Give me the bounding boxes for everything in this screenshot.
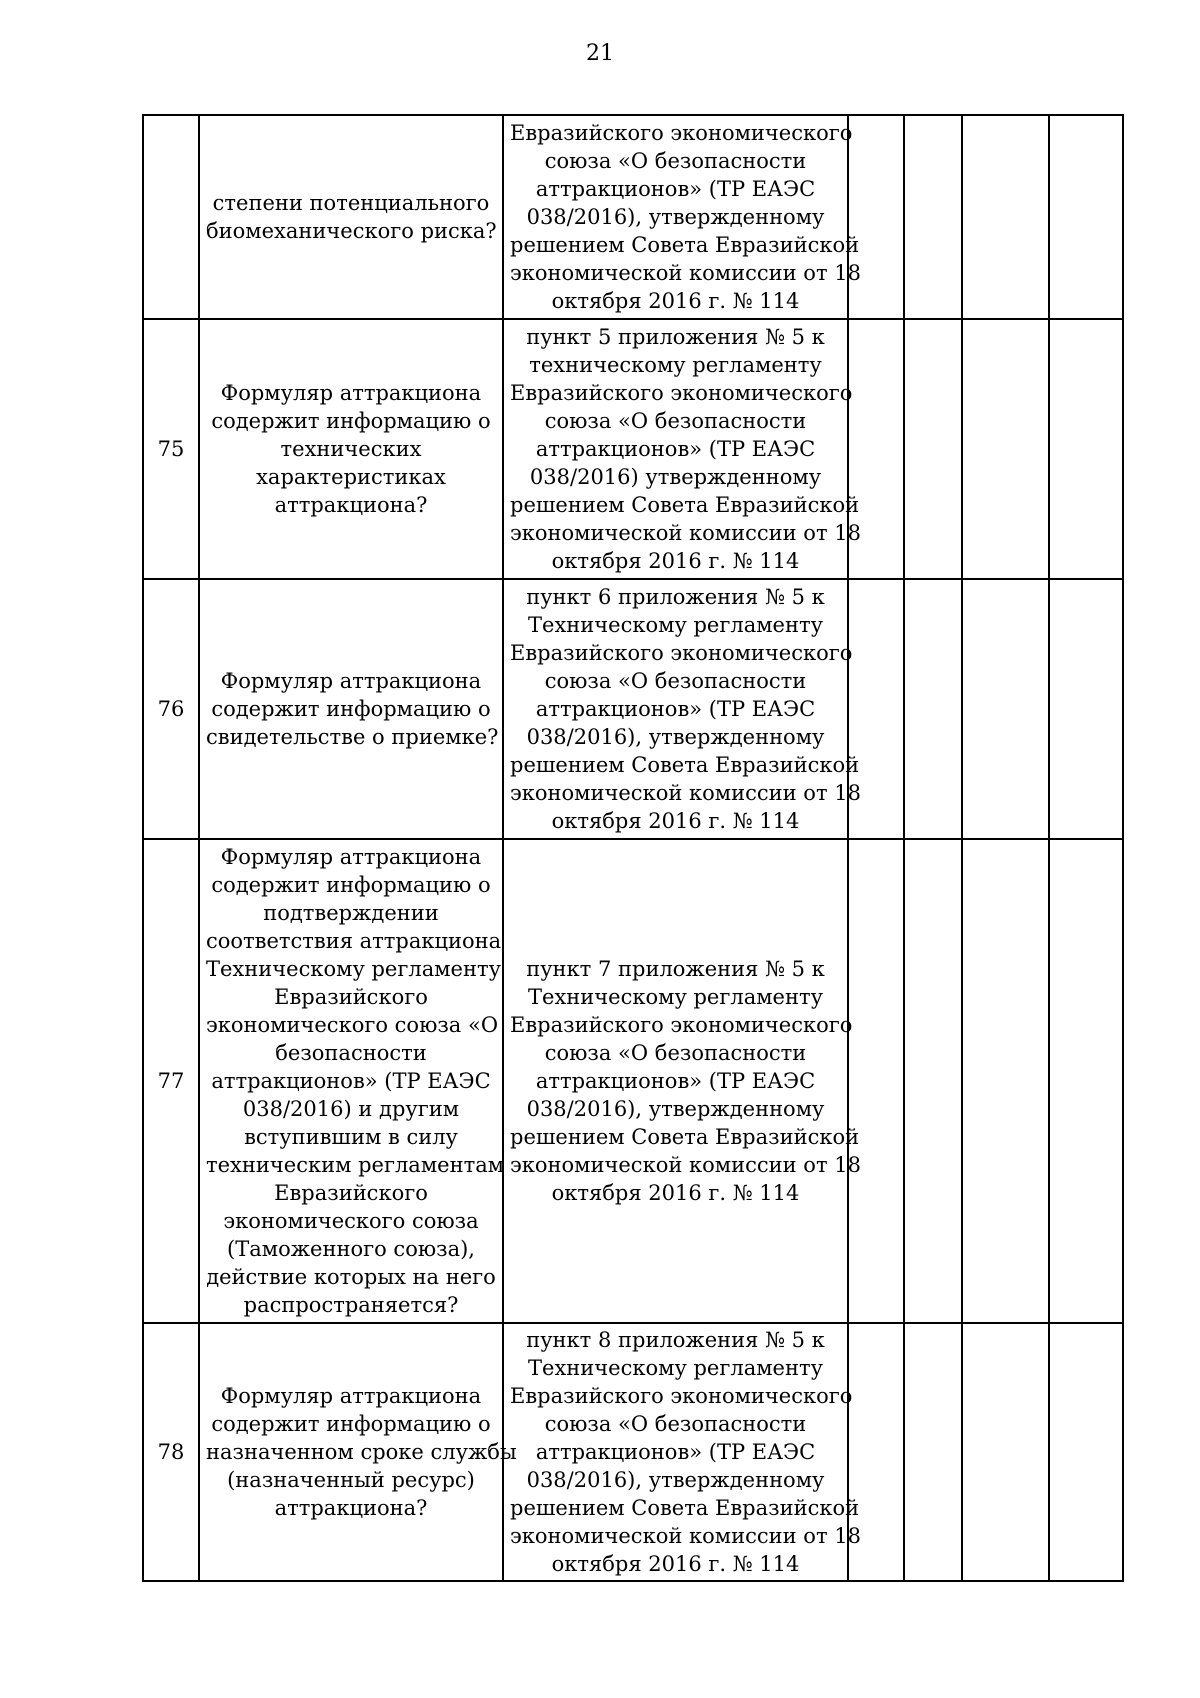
basis-line: экономической комиссии от 18 (510, 261, 861, 285)
basis-line: пункт 7 приложения № 5 к (526, 957, 825, 981)
page-number: 21 (586, 41, 614, 66)
question-line: действие которых на него (206, 1265, 496, 1289)
basis-line: аттракционов» (ТР ЕАЭС (535, 697, 816, 721)
question-line: технических (280, 437, 422, 461)
basis-line: 038/2016), утвержденному (526, 1097, 825, 1121)
basis-line: пункт 8 приложения № 5 к (526, 1328, 825, 1352)
basis-line: решением Совета Евразийской (510, 753, 860, 777)
answer-yes-cell (848, 839, 904, 1323)
basis-line: октября 2016 г. № 114 (551, 289, 800, 313)
row-number-cell: 75 (143, 319, 199, 579)
basis-line: 038/2016), утвержденному (526, 1468, 825, 1492)
legal-basis-cell (503, 579, 861, 839)
question-cell (199, 579, 503, 839)
row-number-cell (143, 115, 199, 319)
basis-line: 038/2016), утвержденному (526, 205, 825, 229)
basis-line: пункт 5 приложения № 5 к (526, 325, 825, 349)
basis-line: союза «О безопасности (544, 669, 807, 693)
not-applicable-cell (962, 319, 1049, 579)
question-line: Формуляр аттракциона (220, 381, 482, 405)
basis-line: Техническому регламенту (528, 985, 823, 1009)
basis-line: союза «О безопасности (544, 149, 807, 173)
basis-line: аттракционов» (ТР ЕАЭС (535, 1440, 816, 1464)
question-line: экономического союза (223, 1209, 479, 1233)
question-line: содержит информацию о (211, 1412, 491, 1436)
basis-line: пункт 6 приложения № 5 к (526, 585, 825, 609)
question-line: 038/2016) и другим (242, 1097, 460, 1121)
answer-no-cell (904, 579, 962, 839)
question-line: Формуляр аттракциона (220, 845, 482, 869)
notes-cell (1049, 319, 1123, 579)
question-cell (199, 319, 503, 579)
question-line: Формуляр аттракциона (220, 669, 482, 693)
legal-basis-cell (503, 319, 861, 579)
basis-line: решением Совета Евразийской (510, 233, 860, 257)
question-cell (199, 839, 503, 1323)
question-line: содержит информацию о (211, 409, 491, 433)
basis-line: 038/2016) утвержденному (529, 465, 822, 489)
basis-line: аттракционов» (ТР ЕАЭС (535, 437, 816, 461)
question-line: свидетельстве о приемке? (206, 725, 499, 749)
basis-line: октября 2016 г. № 114 (551, 1552, 800, 1576)
question-line: техническим регламентам (206, 1153, 505, 1177)
not-applicable-cell (962, 839, 1049, 1323)
basis-line: октября 2016 г. № 114 (551, 549, 800, 573)
table-row (143, 115, 1123, 319)
basis-line: Евразийского экономического (510, 381, 853, 405)
basis-line: октября 2016 г. № 114 (551, 1181, 800, 1205)
basis-line: экономической комиссии от 18 (510, 1153, 861, 1177)
notes-cell (1049, 839, 1123, 1323)
question-line: степени потенциального (212, 191, 490, 215)
question-line: Евразийского (274, 985, 428, 1009)
basis-line: Евразийского экономического (510, 641, 853, 665)
row-number-cell: 76 (143, 579, 199, 839)
basis-line: Евразийского экономического (510, 121, 853, 145)
not-applicable-cell (962, 115, 1049, 319)
basis-line: техническому регламенту (529, 353, 822, 377)
question-line: Техническому регламенту (206, 957, 501, 981)
legal-basis-cell (503, 1323, 861, 1581)
question-line: содержит информацию о (211, 697, 491, 721)
question-line: (назначенный ресурс) (227, 1468, 475, 1492)
question-cell (199, 115, 503, 319)
answer-no-cell (904, 115, 962, 319)
question-line: экономического союза «О (206, 1013, 499, 1037)
notes-cell (1049, 579, 1123, 839)
basis-line: союза «О безопасности (544, 409, 807, 433)
legal-basis-cell (503, 115, 861, 319)
table-row (143, 1323, 1123, 1581)
question-line: аттракциона? (274, 493, 428, 517)
question-line: аттракциона? (274, 1496, 428, 1520)
answer-yes-cell (848, 115, 904, 319)
notes-cell (1049, 115, 1123, 319)
basis-line: Техническому регламенту (528, 1356, 823, 1380)
basis-line: Евразийского экономического (510, 1384, 853, 1408)
basis-line: союза «О безопасности (544, 1041, 807, 1065)
basis-line: Евразийского экономического (510, 1013, 853, 1037)
basis-line: решением Совета Евразийской (510, 493, 860, 517)
basis-line: аттракционов» (ТР ЕАЭС (535, 1069, 816, 1093)
row-number-cell: 77 (143, 839, 199, 1323)
question-line: (Таможенного союза), (227, 1237, 475, 1261)
question-line: распространяется? (243, 1293, 459, 1317)
question-line: характеристиках (256, 465, 446, 489)
question-line: содержит информацию о (211, 873, 491, 897)
answer-no-cell (904, 1323, 962, 1581)
basis-line: решением Совета Евразийской (510, 1125, 860, 1149)
question-line: безопасности (275, 1041, 427, 1065)
question-cell (199, 1323, 517, 1581)
question-line: аттракционов» (ТР ЕАЭС (211, 1069, 491, 1093)
basis-line: экономической комиссии от 18 (510, 781, 861, 805)
table-row (143, 319, 1123, 579)
notes-cell (1049, 1323, 1123, 1581)
answer-no-cell (904, 839, 962, 1323)
question-line: Формуляр аттракциона (220, 1384, 482, 1408)
not-applicable-cell (962, 579, 1049, 839)
basis-line: экономической комиссии от 18 (510, 521, 861, 545)
not-applicable-cell (962, 1323, 1049, 1581)
question-line: назначенном сроке службы (206, 1440, 517, 1464)
row-number-cell: 78 (143, 1323, 199, 1581)
answer-no-cell (904, 319, 962, 579)
basis-line: аттракционов» (ТР ЕАЭС (535, 177, 816, 201)
table-row (143, 579, 1123, 839)
question-line: подтверждении (263, 901, 439, 925)
basis-line: Техническому регламенту (528, 613, 823, 637)
table-row (143, 839, 1123, 1323)
basis-line: решением Совета Евразийской (510, 1496, 860, 1520)
basis-line: 038/2016), утвержденному (526, 725, 825, 749)
legal-basis-cell (503, 839, 861, 1323)
question-line: Евразийского (274, 1181, 428, 1205)
question-line: соответствия аттракциона (206, 929, 502, 953)
question-line: вступившим в силу (244, 1125, 458, 1149)
basis-line: экономической комиссии от 18 (510, 1524, 861, 1548)
basis-line: союза «О безопасности (544, 1412, 807, 1436)
checklist-table (142, 114, 1124, 1582)
basis-line: октября 2016 г. № 114 (551, 809, 800, 833)
question-line: биомеханического риска? (206, 219, 497, 243)
